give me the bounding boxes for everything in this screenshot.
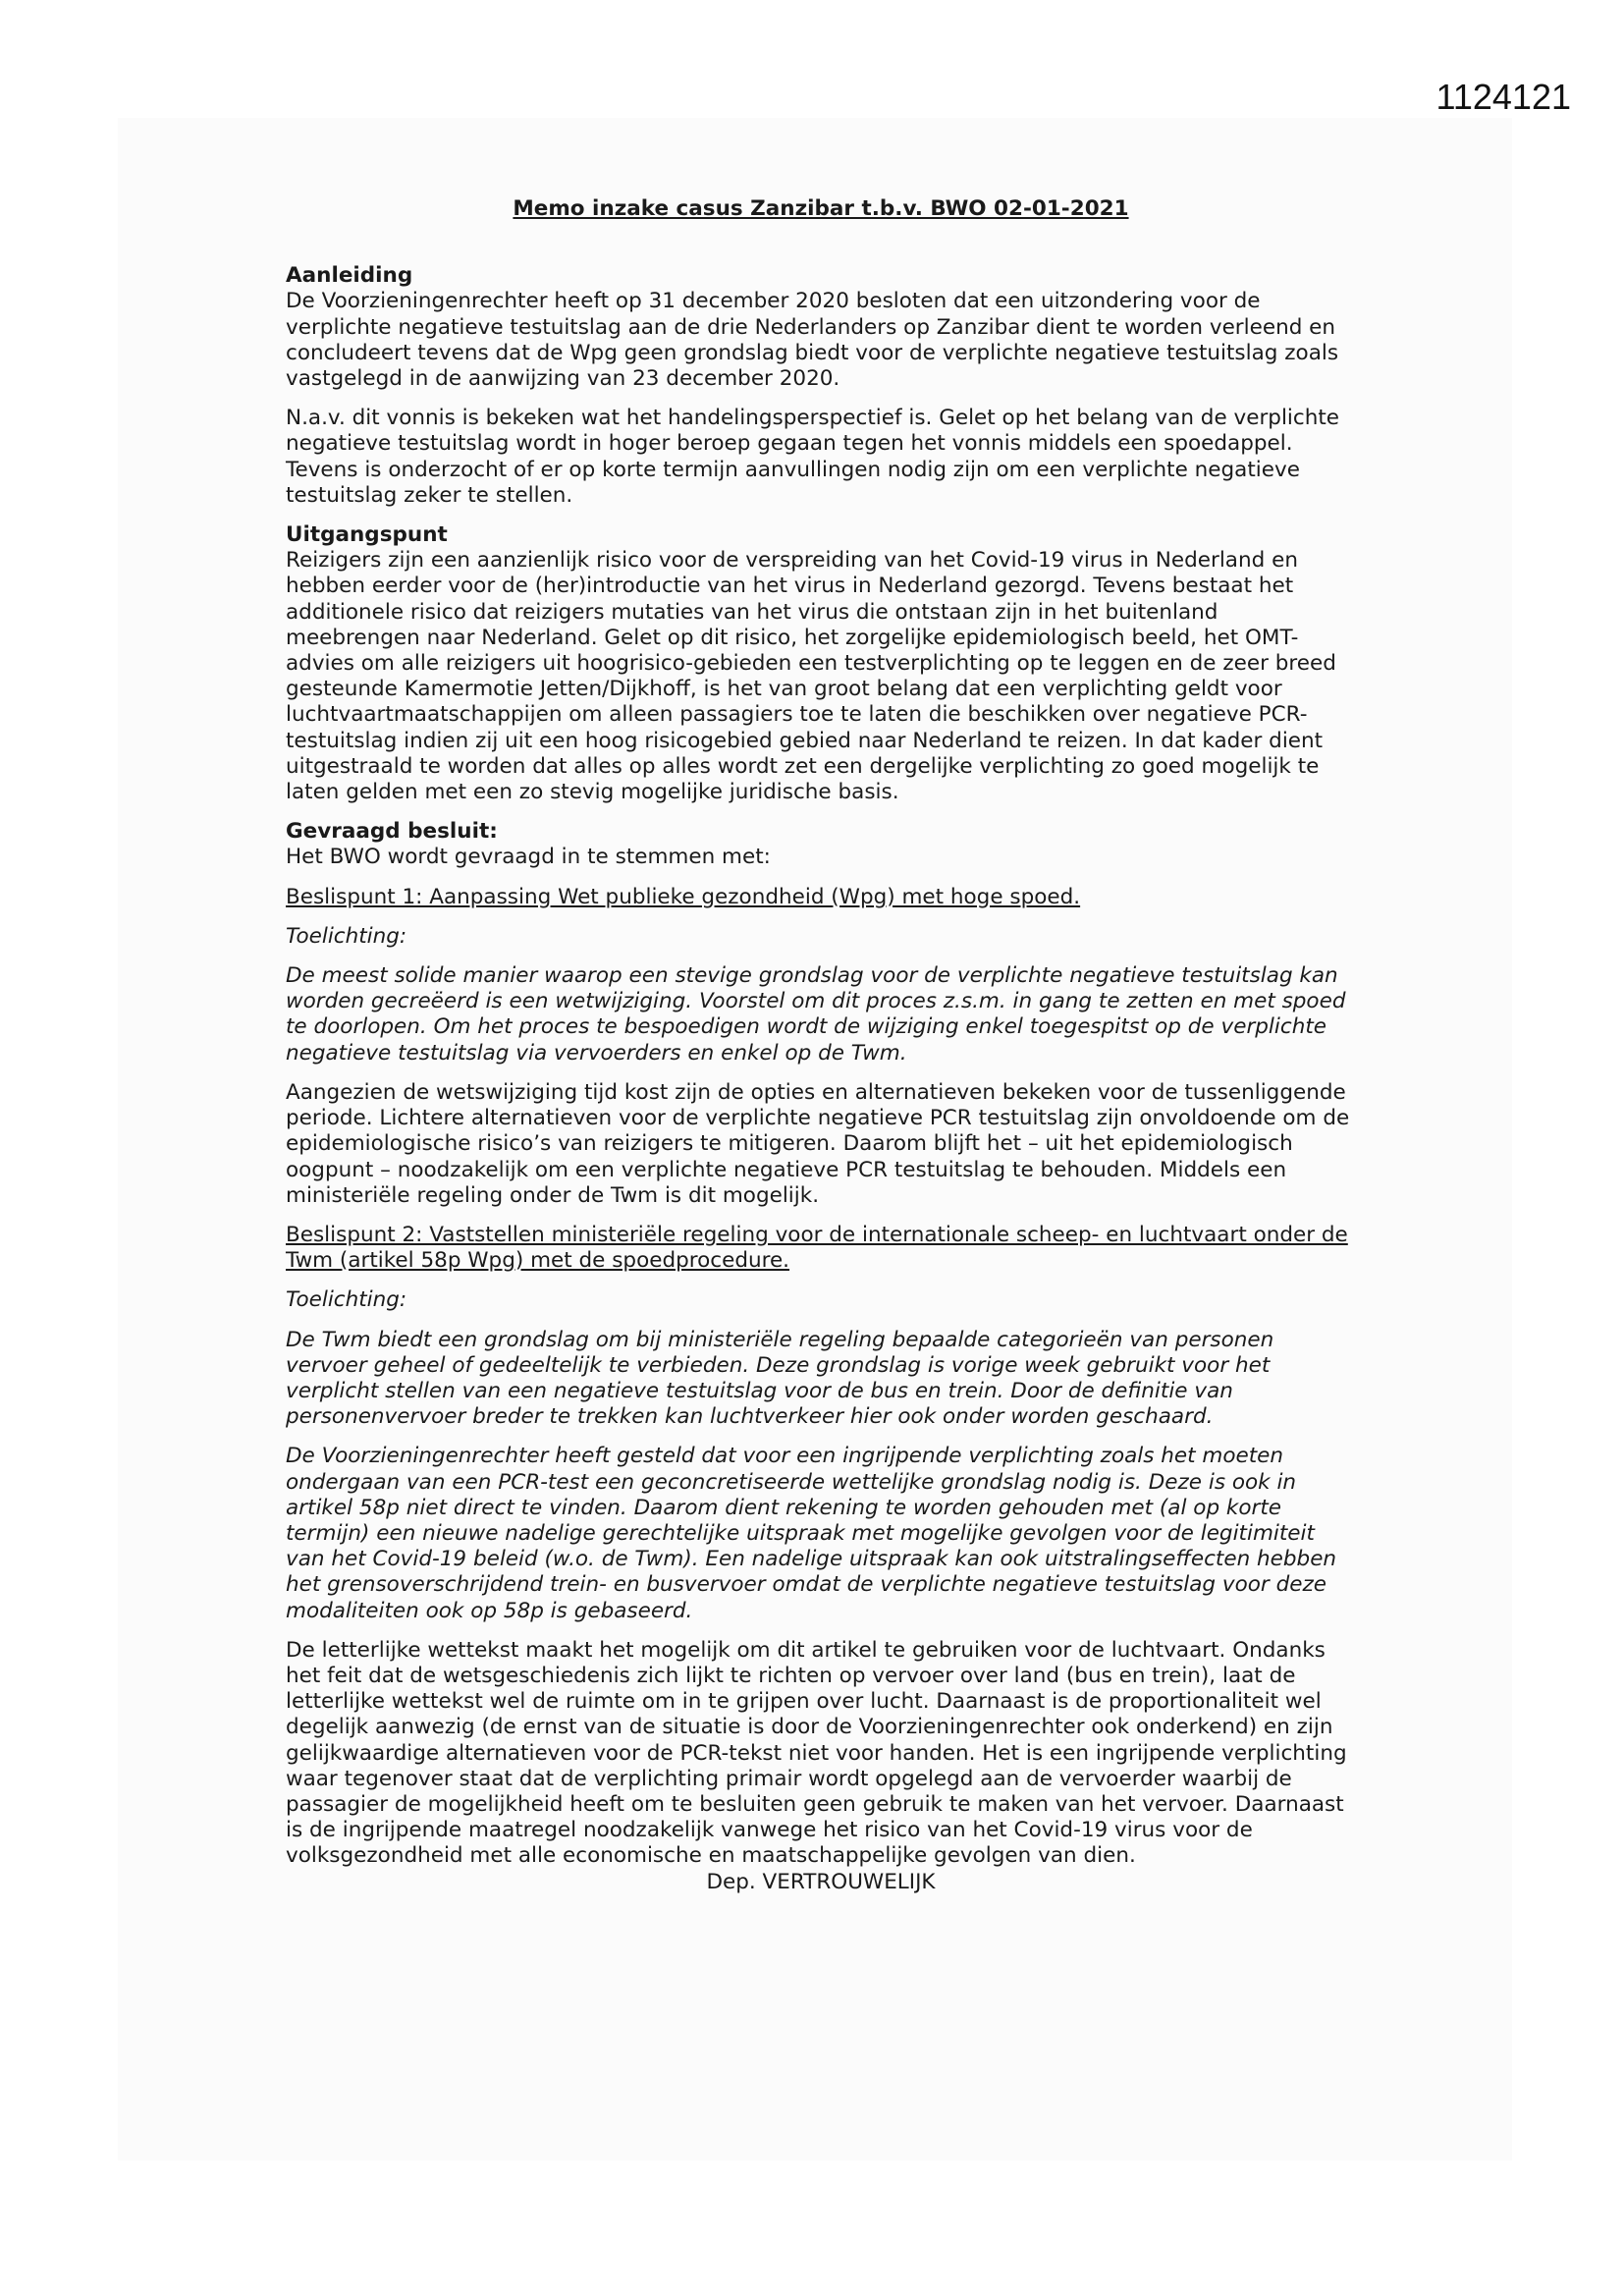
classification-footer: Dep. VERTROUWELIJK (706, 1869, 936, 1894)
uitgangspunt-paragraph: Reizigers zijn een aanzienlijk risico voor de verspreiding van het Covid-19 virus in Nederland en hebben eerder voor de (her)introductie van het virus in Nederland gezorgd. Tevens bestaat het additionele risico dat reizigers mutaties van het virus die ontstaan zijn in het buitenland meebrengen naar Nederland. Gelet op dit risico, het zorgelijke epidemiologisch beeld, het OMT-advies om alle reizigers uit hoogrisico-gebieden een testverplichting op te leggen en de zeer breed gesteunde Kamermotie Jetten/Dijkhoff, is het van groot belang dat een verplichting geldt voor luchtvaartmaatschappijen om alleen passagiers toe te laten die beschikken over negatieve PCR-testuitslag indien zij uit een hoog risicogebied gebied naar Nederland te reizen. In dat kader dient uitgestraald te worden dat alles op alles wordt zet een dergelijke verplichting zo goed mogelijk te laten gelden met een zo stevig mogelijke juridische basis. (286, 548, 1336, 805)
gevraagd-intro: Het BWO wordt gevraagd in te stemmen met: (286, 845, 771, 870)
document-number: 1124121 (1435, 77, 1571, 117)
heading-aanleiding: Aanleiding (286, 263, 413, 289)
beslispunt-2-toelichting-label: Toelichting: (286, 1287, 407, 1313)
heading-gevraagd-besluit: Gevraagd besluit: (286, 819, 498, 845)
beslispunt-2-paragraph-1: De Twm biedt een grondslag om bij ministeriële regeling bepaalde categorieën van personen vervoer geheel of gedeeltelijk te verbieden. Deze grondslag is vorige week gebruikt voor het verplicht stellen van een negatieve testuitslag voor de bus en trein. Door de definitie van personenvervoer breder te trekken kan luchtverkeer hier ook onder worden geschaard. (286, 1327, 1274, 1430)
beslispunt-1-title: Beslispunt 1: Aanpassing Wet publieke gezondheid (Wpg) met hoge spoed. (286, 884, 1081, 909)
beslispunt-2-paragraph-3: De letterlijke wettekst maakt het mogelijk om dit artikel te gebruiken voor de luchtvaart. Ondanks het feit dat de wetsgeschiedenis zich lijkt te richten op vervoer over land (bus en trein), laat de letterlijke wettekst wel de ruimte om in te grijpen over lucht. Daarnaast is de proportionaliteit wel degelijk aanwezig (de ernst van de situatie is door de Voorzieningenrechter ook onderkend) en zijn gelijkwaardige alternatieven voor de PCR-tekst niet voor handen. Het is een ingrijpende verplichting waar tegenover staat dat de verplichting primair wordt opgelegd aan de vervoerder waarbij de passagier de mogelijkheid heeft om te besluiten geen gebruik te maken van het vervoer. Daarnaast is de ingrijpende maatregel noodzakelijk vanwege het risico van het Covid-19 virus voor de volksgezondheid met alle economische en maatschappelijke gevolgen van dien. (286, 1637, 1347, 1869)
aanleiding-paragraph-1: De Voorzieningenrechter heeft op 31 december 2020 besloten dat een uitzondering voor de verplichte negatieve testuitslag aan de drie Nederlanders op Zanzibar dient te worden verleend en concludeert tevens dat de Wpg geen grondslag biedt voor de verplichte negatieve testuitslag zoals vastgelegd in de aanwijzing van 23 december 2020. (286, 289, 1339, 392)
beslispunt-1-toelichting-label: Toelichting: (286, 923, 407, 949)
beslispunt-1-paragraph-1: De meest solide manier waarop een stevige grondslag voor de verplichte negatieve testuitslag kan worden gecreëerd is een wetwijziging. Voorstel om dit proces z.s.m. in gang te zetten en met spoed te doorlopen. Om het proces te bespoedigen wordt de wijziging enkel toegespitst op de verplichte negatieve testuitslag via vervoerders en enkel op de Twm. (286, 963, 1346, 1066)
beslispunt-2-paragraph-2: De Voorzieningenrechter heeft gesteld dat voor een ingrijpende verplichting zoals het moeten ondergaan van een PCR-test een geconcretiseerde wettelijke grondslag nodig is. Deze is ook in artikel 58p niet direct te vinden. Daarom dient rekening te worden gehouden met (al op korte termijn) een nieuwe nadelige gerechtelijke uitspraak met mogelijke gevolgen voor de legitimiteit van het Covid-19 beleid (w.o. de Twm). Een nadelige uitspraak kan ook uitstralingseffecten hebben het grensoverschrijdend trein- en busvervoer omdat de verplichte negatieve testuitslag voor deze modaliteiten ook op 58p is gebaseerd. (286, 1444, 1337, 1623)
beslispunt-1-paragraph-2: Aangezien de wetswijziging tijd kost zijn de opties en alternatieven bekeken voor de tussenliggende periode. Lichtere alternatieven voor de verplichte negatieve PCR testuitslag zijn onvoldoende om de epidemiologische risico’s van reizigers te mitigeren. Daarom blijft het – uit het epidemiologisch oogpunt – noodzakelijk om een verplichte negatieve PCR testuitslag te behouden. Middels een ministeriële regeling onder de Twm is dit mogelijk. (286, 1079, 1350, 1208)
memo-title: Memo inzake casus Zanzibar t.b.v. BWO 02-01-2021 (513, 196, 1129, 221)
beslispunt-2-title: Beslispunt 2: Vaststellen ministeriële regeling voor de internationale scheep- en luchtvaart onder de Twm (artikel 58p Wpg) met de spoedprocedure. (286, 1222, 1348, 1274)
heading-uitgangspunt: Uitgangspunt (286, 522, 448, 548)
memo-body (286, 196, 1356, 1895)
aanleiding-paragraph-2: N.a.v. dit vonnis is bekeken wat het handelingsperspectief is. Gelet op het belang van de verplichte negatieve testuitslag wordt in hoger beroep gegaan tegen het vonnis middels een spoedappel. Tevens is onderzocht of er op korte termijn aanvullingen nodig zijn om een verplichte negatieve testuitslag zeker te stellen. (286, 406, 1339, 508)
